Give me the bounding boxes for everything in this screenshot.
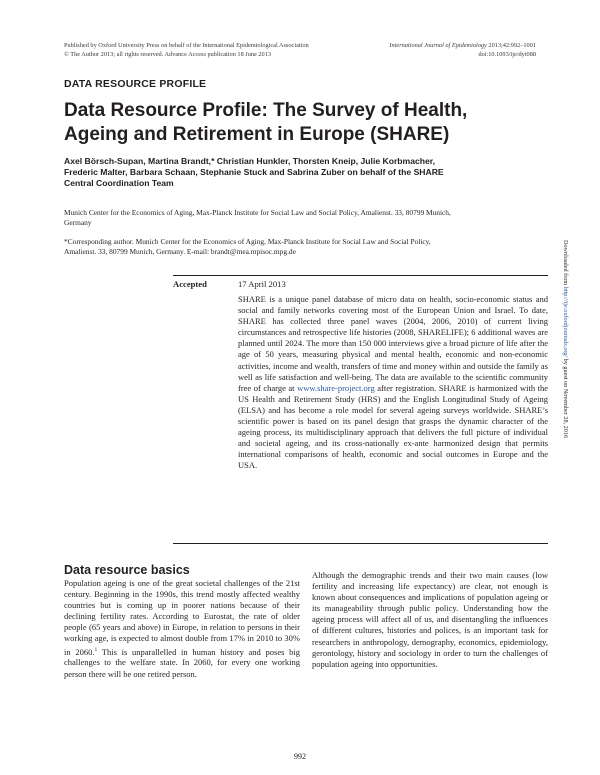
abstract [238,294,548,472]
corresponding-line: Amalienst. 33, 80799 Munich, Germany. E-mail: brandt@mea.mpisoc.mpg.de [64,247,296,257]
corresponding-line: *Corresponding author. Munich Center for the Economics of Aging, Max-Planck Institute for Social Law and Social Policy, [64,237,431,246]
copyright-line: © The Author 2013; all rights reserved. Advance Access publication 18 June 2013 [64,50,272,58]
section-heading: Data resource basics [64,563,190,577]
abstract-bottom-rule [173,543,548,544]
page-number: 992 [294,752,306,761]
title-line: Ageing and Retirement in Europe (SHARE) [64,124,450,145]
author-line: Axel Börsch-Supan, Martina Brandt,* Christian Hunkler, Thorsten Kneip, Julie Korbmacher, [64,156,436,166]
author-line: Central Coordination Team [64,178,174,189]
download-note-suffix: by guest on November 28, 2016 [562,357,569,439]
affiliation-line: Munich Center for the Economics of Aging, Max-Planck Institute for Social Law and Social Policy, Amalienst. 33, 80799 Munich, [64,208,451,217]
body-text: Population ageing is one of the great societal challenges of the 21st century. Beginning in the 1990s, this trend mostly affected wealthy countries but is coming up in poorer nations because of their declining fertility rates. According to Eurostat, the rate of older people (65 years and above) in Europe, in relation to persons in their working age, is expected to almost double from 17% in 2010 to 30% in 2060. [64,578,300,657]
article-title [64,99,544,147]
title-line: Data Resource Profile: The Survey of Health, [64,100,468,121]
abstract-top-rule [173,275,548,276]
accepted-date: 17 April 2013 [238,279,286,289]
journal-citation-line [389,42,536,51]
accepted-label: Accepted [173,279,207,289]
publisher-line: Published by Oxford University Press on behalf of the International Epidemiological Association [64,42,309,49]
body-column-right: Although the demographic trends and their two main causes (low fertility and increasing life expectancy) are clear, not enough is known about consequences and implications of population ageing or its manageability through public policy. Understanding how the ageing process will affect all of us, and disentangling the influences of different cultures, histories and polices, is an important task for researchers in anthropology, demography, economics, epidemiology, gerontology, history and sociology in order to turn the challenges of population ageing into opportunities. [312,570,548,669]
journal-citation: 2013;42:992–1001 [486,42,536,49]
body-column-left [64,578,300,680]
download-note [562,240,569,640]
footnote-ref[interactable]: 1 [94,646,98,653]
affiliation [64,208,554,228]
corresponding-author [64,237,554,257]
share-project-link[interactable]: www.share-project.org [297,382,375,393]
section-label: DATA RESOURCE PROFILE [64,78,207,90]
abstract-text: SHARE is a unique panel database of micro data on health, socio-economic status and social and family networks covering most of the European Union and Israel. To date, SHARE has collected three panel waves (2004, 2006, 2010) of current living circumstances and retrospective life histories (2008, SHARELIFE); 6 additional waves are planned until 2024. The more than 150 000 interviews give a broad picture of life after the age of 50 years, measuring physical and mental health, economic and non-economic activities, income and wealth, transfers of time and money within and outside the family as well as life satisfaction and well-being. The data are available to the scientific community free of charge at [238,294,548,393]
author-line: Frederic Malter, Barbara Schaan, Stephanie Stuck and Sabrina Zuber on behalf of the SHARE [64,167,444,178]
doi: doi:10.1093/ije/dyt088 [478,50,536,58]
abstract-text: after registration. SHARE is harmonized with the US Health and Retirement Study (HRS) and the English Longitudinal Study of Ageing (ELSA) and has become a role model for several ageing surveys worldwide. SHARE’s scientific power is based on its panel design that grasps the dynamic character of the ageing process, its multidisciplinary approach that delivers the full picture of individual and societal ageing, and its cross-nationally ex-ante harmonized design that permits international comparisons of health, economic and social outcomes in Europe and the USA. [238,382,549,471]
header-right [389,42,536,60]
author-list [64,156,554,190]
header-left [64,42,309,60]
download-note-prefix: Downloaded from [562,240,569,287]
body-text: This is unparallelled in human history and poses big challenges to the welfare state. In 2060, for every one working person there will be one retired person. [64,646,300,679]
affiliation-line: Germany [64,218,92,228]
journal-site-link[interactable]: http://ije.oxfordjournals.org/ [562,286,569,358]
journal-name: International Journal of Epidemiology [389,42,487,49]
